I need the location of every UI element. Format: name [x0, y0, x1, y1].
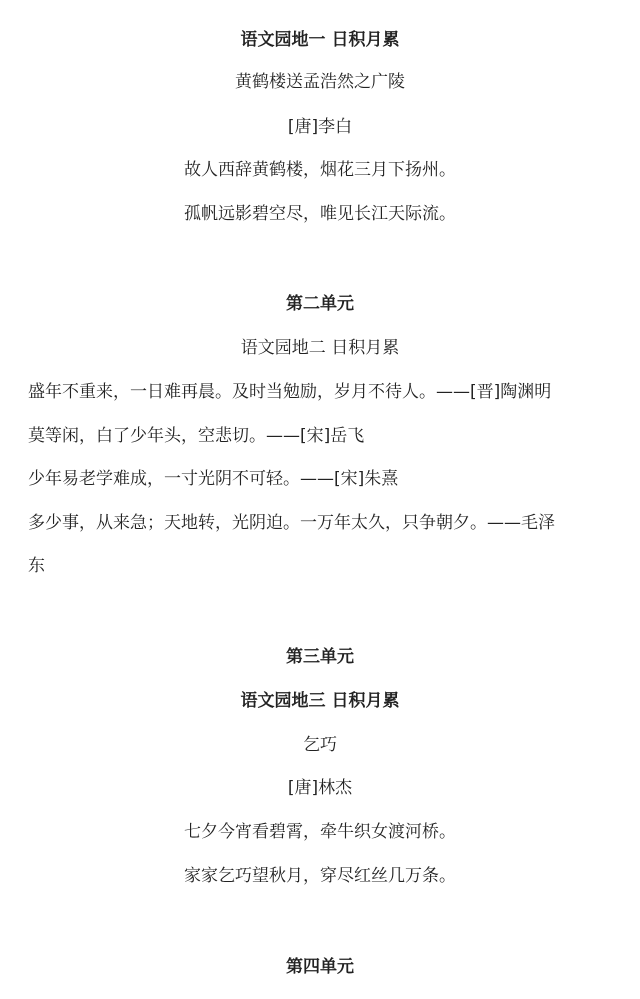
poem-line-1: 七夕今宵看碧霄，牵牛织女渡河桥。: [184, 822, 456, 842]
quote-line-5: 东: [28, 556, 45, 576]
poem-author: [唐]林杰: [287, 778, 353, 798]
quote-line-3: 少年易老学难成，一寸光阴不可轻。——[宋]朱熹: [28, 469, 399, 489]
section-2-heading: 语文园地二 日积月累: [240, 338, 400, 358]
unit-title: 第三单元: [286, 647, 354, 667]
quote-line-4: 多少事，从来急；天地转，光阴迫。一万年太久，只争朝夕。——毛泽: [28, 513, 555, 533]
poem-title: 黄鹤楼送孟浩然之广陵: [235, 72, 405, 92]
quote-line-2: 莫等闲，白了少年头，空悲切。——[宋]岳飞: [28, 426, 365, 446]
poem-line-2: 家家乞巧望秋月，穿尽红丝几万条。: [184, 866, 456, 886]
poem-line-2: 孤帆远影碧空尽，唯见长江天际流。: [184, 204, 456, 224]
poem-line-1: 故人西辞黄鹤楼，烟花三月下扬州。: [184, 160, 456, 180]
section-1-heading: 语文园地一 日积月累: [240, 30, 400, 50]
poem-author: [唐]李白: [287, 117, 353, 137]
quote-line-1: 盛年不重来，一日难再晨。及时当勉励，岁月不待人。——[晋]陶渊明: [28, 382, 552, 402]
section-3-heading: 语文园地三 日积月累: [240, 691, 400, 711]
unit-title: 第四单元: [286, 957, 354, 977]
unit-title: 第二单元: [286, 294, 354, 314]
poem-title: 乞巧: [303, 735, 337, 755]
